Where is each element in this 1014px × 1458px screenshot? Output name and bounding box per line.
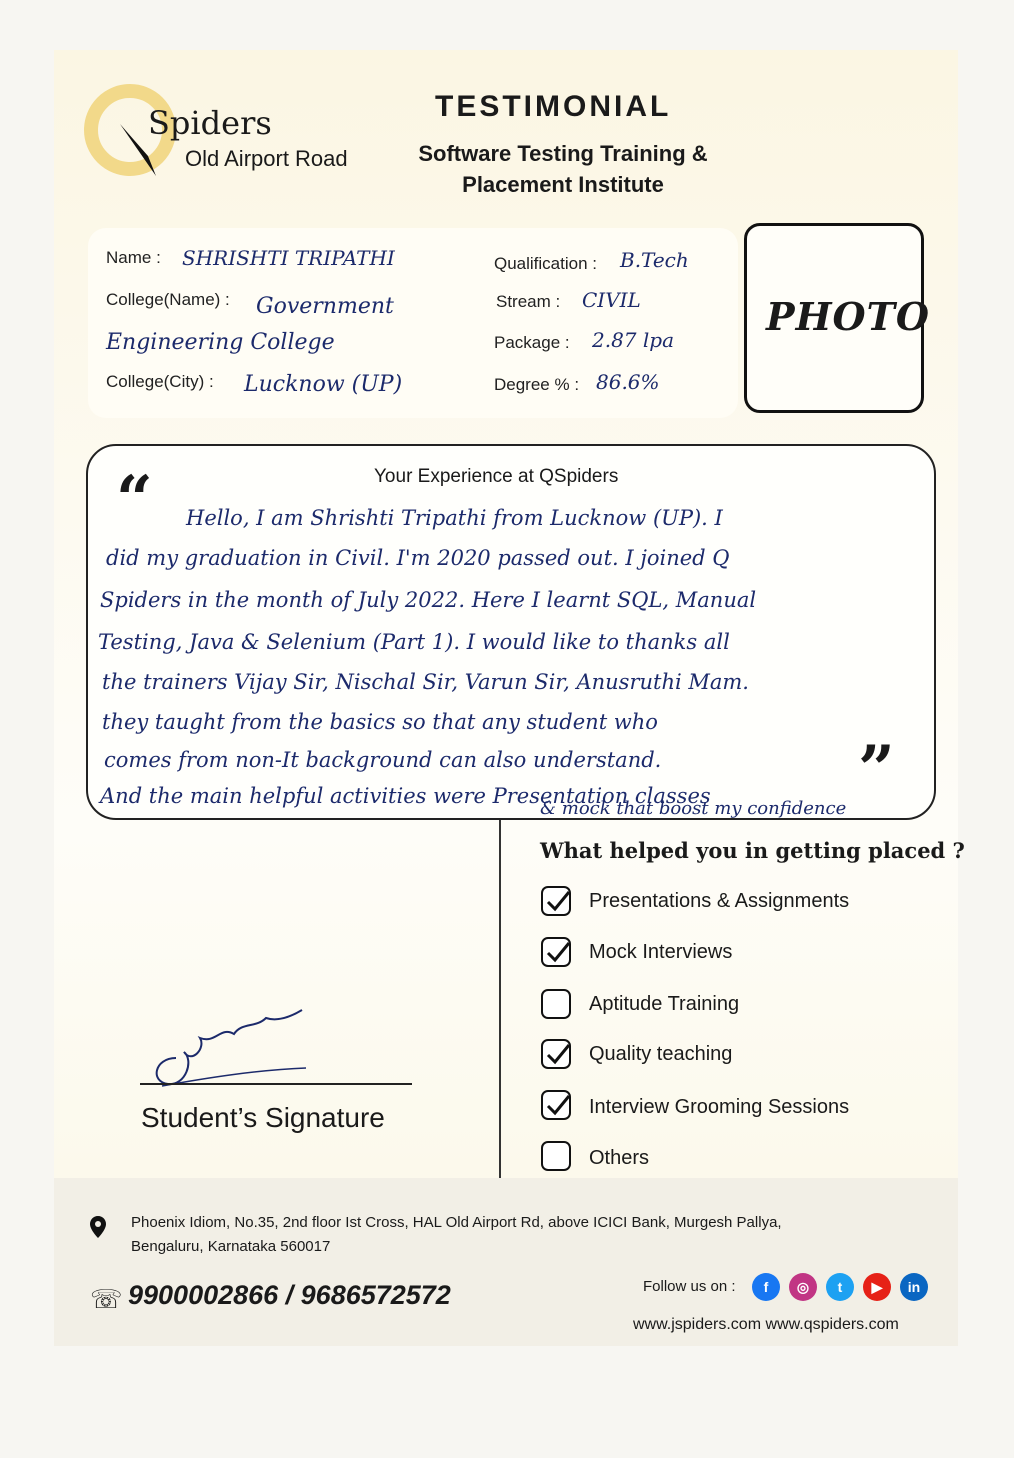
signature-label: Student’s Signature (141, 1102, 385, 1133)
option-label: Quality teaching (589, 1043, 733, 1065)
qualification-label: Qualification : (494, 254, 597, 273)
placement-question: What helped you in getting placed ? (540, 838, 965, 863)
stream-label: Stream : (496, 292, 561, 311)
college-label: College(Name) : (106, 290, 230, 309)
photo-placeholder: PHOTO (766, 294, 930, 339)
branch-name: Old Airport Road (185, 146, 348, 171)
experience-line: Spiders in the month of July 2022. Here I learnt SQL, Manual (100, 588, 757, 612)
city-value: Lucknow (UP) (244, 372, 403, 397)
address: Phoenix Idiom, No.35, 2nd floor Ist Cross, HAL Old Airport Rd, above ICICI Bank, Murgesh Pallya, Bengaluru, Karnataka 560017 (131, 1214, 782, 1255)
brand-name: Spiders (148, 104, 272, 142)
experience-line: Testing, Java & Selenium (Part 1). I would like to thanks all (98, 630, 730, 654)
page-title: TESTIMONIAL (435, 90, 672, 123)
follow-label: Follow us on : (643, 1278, 736, 1295)
phone-numbers: 9900002866 / 9686572572 (128, 1280, 451, 1310)
checkbox-aptitude[interactable] (541, 989, 571, 1019)
experience-line: & mock that boost my confidence (540, 798, 847, 819)
package-label: Package : (494, 333, 570, 352)
facebook-icon[interactable]: f (752, 1273, 780, 1301)
instagram-icon[interactable]: ◎ (789, 1273, 817, 1301)
checkmark-icon (545, 889, 571, 915)
experience-line: the trainers Vijay Sir, Nischal Sir, Varun Sir, Anusruthi Mam. (102, 670, 749, 694)
degree-value: 86.6% (596, 370, 660, 394)
signature-line (140, 1083, 412, 1085)
experience-line: comes from non-It background can also understand. (104, 748, 662, 772)
checkmark-icon (545, 1042, 571, 1068)
linkedin-icon[interactable]: in (900, 1273, 928, 1301)
college-value-line1: Government (256, 294, 394, 319)
checkbox-mock-interviews[interactable] (541, 937, 571, 967)
checkbox-quality-teaching[interactable] (541, 1039, 571, 1069)
open-quote-icon: “ (116, 462, 153, 537)
experience-title: Your Experience at QSpiders (374, 466, 619, 487)
experience-line: they taught from the basics so that any student who (102, 710, 658, 734)
checkmark-icon (545, 940, 571, 966)
close-quote-icon: ” (858, 732, 895, 807)
checkbox-others[interactable] (541, 1141, 571, 1171)
qualification-value: B.Tech (620, 248, 689, 272)
option-label: Interview Grooming Sessions (589, 1096, 850, 1118)
package-value: 2.87 lpa (592, 328, 675, 352)
option-label: Others (589, 1147, 650, 1169)
city-label: College(City) : (106, 372, 214, 391)
experience-line: And the main helpful activities were Presentation classes (100, 784, 711, 808)
checkmark-icon (545, 1093, 571, 1119)
institute-subtitle: Software Testing Training & Placement Institute (418, 141, 708, 197)
youtube-icon[interactable]: ▶ (863, 1273, 891, 1301)
experience-line: did my graduation in Civil. I'm 2020 passed out. I joined Q (106, 546, 730, 570)
checkbox-presentations[interactable] (541, 886, 571, 916)
twitter-icon[interactable]: t (826, 1273, 854, 1301)
name-value: SHRISHTI TRIPATHI (182, 246, 395, 270)
option-label: Mock Interviews (589, 941, 733, 963)
degree-label: Degree % : (494, 375, 580, 394)
student-signature-image (146, 1008, 316, 1092)
college-value-line2: Engineering College (106, 330, 335, 355)
checkbox-interview-grooming[interactable] (541, 1090, 571, 1120)
option-label: Presentations & Assignments (589, 890, 850, 912)
location-pin-icon (90, 1216, 106, 1238)
websites[interactable]: www.jspiders.com www.qspiders.com (633, 1316, 899, 1333)
option-label: Aptitude Training (589, 993, 740, 1015)
stream-value: CIVIL (582, 288, 641, 312)
phone-icon: ☏ (90, 1284, 123, 1314)
section-divider (499, 820, 501, 1178)
name-label: Name : (106, 248, 161, 267)
experience-line: Hello, I am Shrishti Tripathi from Lucknow (UP). I (186, 506, 723, 530)
